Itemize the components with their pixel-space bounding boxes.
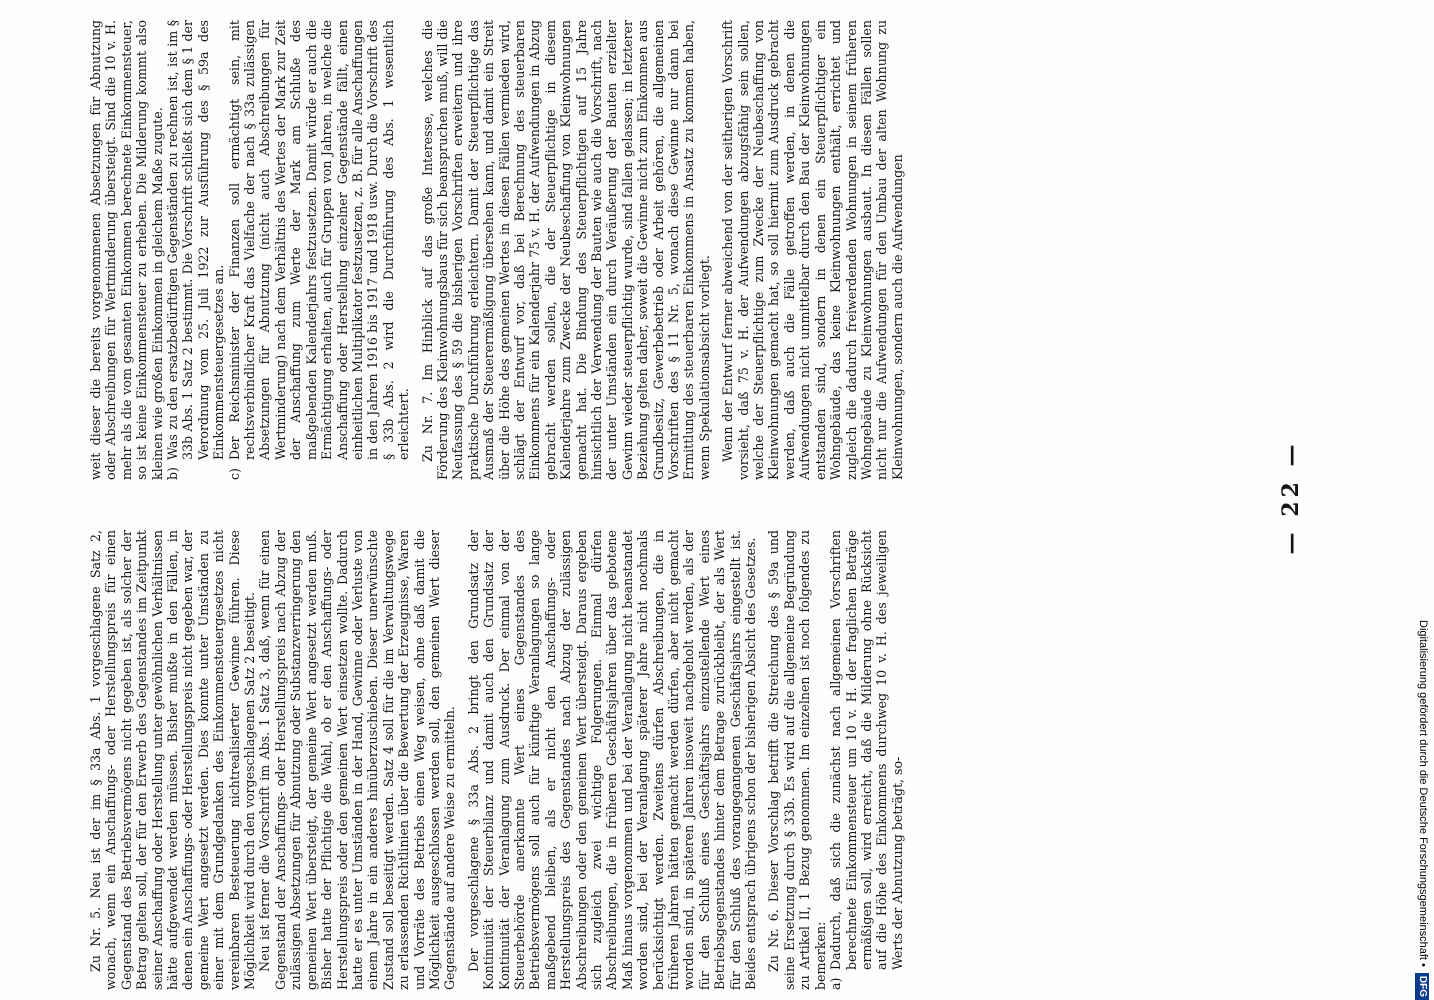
rotated-printed-page: [88, 5, 1318, 990]
page-content: [88, 5, 1318, 990]
list-item: [165, 20, 227, 480]
paragraph: weit dieser die bereits vorgenommenen Absetzungen für Abnutzung oder Abschreibungen für Wertminderung übersteigt. Sind die 10 v. H. mehr als die vom gesamten Einkommen berechnete Einkommensteuer, so ist keine Einkommensteuer zu erheben. Die Milderung kommt also kleinen wie großen Einkommen in gleichem Maße zugute.: [88, 20, 165, 480]
list-item-text: Was zu den ersatzbedürftigen Gegenständen zu rechnen ist, ist im § 33b Abs. 1 Satz 2 bestimmt. Die Vorschrift schließt sich dem § 1 der Verordnung vom 25. Juli 1922 zur Ausführung des § 59a des Einkommensteuergesetzes an.: [165, 20, 227, 460]
paragraph: Zu Nr. 6. Dieser Vorschlag betrifft die Streichung des § 59a und seine Ersetzung durch § 33b. Es wird auf die allgemeine Begründung zu Artikel II, 1 Bezug genommen. Im einzelnen ist noch folgendes zu bemerken:: [766, 530, 828, 990]
list-marker: b): [165, 467, 181, 480]
digitization-credit: [1412, 0, 1434, 1000]
dfg-logo-icon: DFG: [1415, 973, 1429, 1000]
text-column-left: [88, 530, 1268, 990]
paragraph: Der vorgeschlagene § 33a Abs. 2 bringt den Grundsatz der Kontinuität der Steuerbilanz und damit auch den Grundsatz der Kontinuität der Veranlagung zum Ausdruck. Der einmal von der Steuerbehörde anerkannte Wert eines Gegenstandes des Betriebsvermögens soll auch für künftige Veranlagungen so lange maßgebend bleiben, als er nicht den Anschaffungs- oder Herstellungspreis des Gegenstandes nach Abzug der zulässigen Abschreibungen oder den gemeinen Wert übersteigt. Daraus ergeben sich zugleich zwei wichtige Folgerungen. Einmal dürfen Abschreibungen, die in früheren Geschäftsjahren über das gebotene Maß hinaus vorgenommen und bei der Veranlagung nicht beanstandet worden sind, bei der Veranlagung späterer Jahre nicht nochmals berücksichtigt werden. Zweitens dürfen Abschreibungen, die in früheren Jahren hätten gemacht werden dürfen, aber nicht gemacht worden sind, in späteren Jahren insoweit nachgeholt werden, als der für den Schluß eines Geschäftsjahrs einzustellende Wert eines Betriebsgegenstandes hinter dem Betrage zurückbleibt, der als Wert für den Schluß des vorangegangenen Geschäftsjahrs eingestellt ist. Beides entsprach übrigens schon der bisherigen Absicht des Gesetzes.: [465, 530, 759, 990]
paragraph: Neu ist ferner die Vorschrift im Abs. 1 Satz 3, daß, wenn für einen Gegenstand der Anschaffungs- oder Herstellungspreis nach Abzug der zulässigen Absetzungen für Abnutzung oder Substanzverringerung den gemeinen Wert übersteigt, der gemeine Wert angesetzt werden muß. Bisher hatte der Pflichtige die Wahl, ob er den Anschaffungs- oder Herstellungspreis oder den gemeinen Wert einsetzen wollte. Dadurch hatte er es unter Umständen in der Hand, Gewinne oder Verluste von einem Jahre in ein anderes hinüberzuschieben. Dieser unerwünschte Zustand soll beseitigt werden. Satz 4 soll für die im Verwaltungswege zu erlassenden Richtlinien über die Bewertung der Erzeugnisse, Waren und Vorräte des Betriebs einen Weg weisen, ohne daß damit die Möglichkeit ausgeschlossen werden soll, den gemeinen Wert dieser Gegenstände auf andere Weise zu ermitteln.: [257, 530, 458, 990]
list-marker: a): [828, 977, 844, 990]
list-item: [227, 20, 412, 480]
list-item: [828, 530, 905, 990]
paragraph: Zu Nr. 7. Im Hinblick auf das große Interesse, welches die Förderung des Kleinwohnungsbaus für sich beanspruchen muß, will die Neufassung des § 59 die bisherigen Vorschriften erweitern und ihre praktische Durchführung erleichtern. Damit der Steuerpflichtige das Ausmaß der Steuerermäßigung übersehen kann, und damit ein Streit über die Höhe des gemeinen Wertes in diesen Fällen vermieden wird, schlägt der Entwurf vor, daß bei Berechnung des steuerbaren Einkommens für ein Kalenderjahr 75 v. H. der Aufwendungen in Abzug gebracht werden sollen, die der Steuerpflichtige in diesem Kalenderjahre zum Zwecke der Neubeschaffung von Kleinwohnungen gemacht hat. Die Bindung des Steuerpflichtigen auf 15 Jahre hinsichtlich der Verwendung der Bauten wie auch die Vorschrift, nach der unter Umständen ein durch Veräußerung der Bauten erzielter Gewinn wieder steuerpflichtig wurde, sind fallen gelassen; in letzterer Beziehung gelten daher, soweit die Gewinne nicht zum Einkommen aus Grundbesitz, Gewerbebetrieb oder Arbeit gehören, die allgemeinen Vorschriften des § 11 Nr. 5, wonach diese Gewinne nur dann bei Ermittlung des steuerbaren Einkommens in Ansatz zu kommen haben, wenn Spekulationsabsicht vorliegt.: [419, 20, 712, 480]
list-marker: c): [226, 468, 242, 480]
text-column-right: [88, 20, 1268, 480]
paragraph: Wenn der Entwurf ferner abweichend von der seitherigen Vorschrift vorsieht, daß 75 v. H. der Aufwendungen abzugsfähig sein sollen, welche der Steuerpflichtige zum Zwecke der Neubeschaffung von Kleinwohnungen gemacht hat, so soll hiermit zum Ausdruck gebracht werden, daß auch die Fälle getroffen werden, in denen die Aufwendungen nicht unmittelbar durch den Bau der Kleinwohnungen entstanden sind, sondern in denen ein Steuerpflichtiger ein Wohngebäude, das keine Kleinwohnungen enthält, errichtet und zugleich die dadurch freiwerdenden Wohnungen in seinem früheren Wohngebäude zu Kleinwohnungen ausbaut. In diesen Fällen sollen nicht nur die Aufwendungen für den Umbau der alten Wohnung zu Kleinwohnungen, sondern auch die Aufwendungen: [720, 20, 905, 480]
page-header: [1278, 5, 1318, 990]
page-number: — 22 —: [1278, 440, 1304, 555]
list-item-text: Der Reichsminister der Finanzen soll ermächtigt sein, mit rechtsverbindlicher Kraft das Vielfache der nach § 33a zulässigen Absetzungen für Abnutzung (nicht auch Abschreibungen für Wertminderung) nach dem Verhältnis des Wertes der Mark zur Zeit der Anschaffung zum Werte der Mark am Schluße des maßgebenden Kalenderjahrs festzusetzen. Damit würde er auch die Ermächtigung erhalten, auch für Gruppen von Jahren, in welche die Anschaffung oder Herstellung einzelner Gegenstände fällt, einen einheitlichen Multiplikator festzusetzen, z. B. für alle Anschaffungen in den Jahren 1916 bis 1917 und 1918 usw. Durch die Vorschrift des § 33b Abs. 2 wird die Durchführung des Abs. 1 wesentlich erleichtert.: [226, 20, 412, 460]
paragraph: Zu Nr. 5. Neu ist der im § 33a Abs. 1 vorgeschlagene Satz 2, wonach, wenn ein Anschaffungs- oder Herstellungspreis für einen Gegenstand des Betriebsvermögens nicht gegeben ist, als solcher der Betrag gelten soll, der für den Erwerb des Gegenstandes im Zeitpunkt seiner Anschaffung oder Herstellung unter gewöhnlichen Verhältnissen hätte aufgewendet werden müssen. Bisher mußte in den Fällen, in denen ein Anschaffungs- oder Herstellungspreis nicht gegeben war, der gemeine Wert angesetzt werden. Dies konnte unter Umständen zu einer mit dem Grundgedanken des Einkommensteuergesetzes nicht vereinbaren Besteuerung nichtrealisierter Gewinne führen. Diese Möglichkeit wird durch den vorgeschlagenen Satz 2 beseitigt.: [88, 530, 258, 990]
list-item-text: Dadurch, daß sich die zunächst nach allgemeinen Vorschriften berechnete Einkommensteuer um 10 v. H. der fraglichen Beträge ermäßigen soll, wird erreicht, daß die Milderung ohne Rücksicht auf die Höhe des Einkommens durchweg 10 v. H. des jeweiligen Werts der Abnutzung beträgt, so-: [828, 530, 905, 970]
credit-text: Digitalisierung gefördert durch die Deutsche Forschungsgemeinschaft •: [1417, 620, 1429, 967]
